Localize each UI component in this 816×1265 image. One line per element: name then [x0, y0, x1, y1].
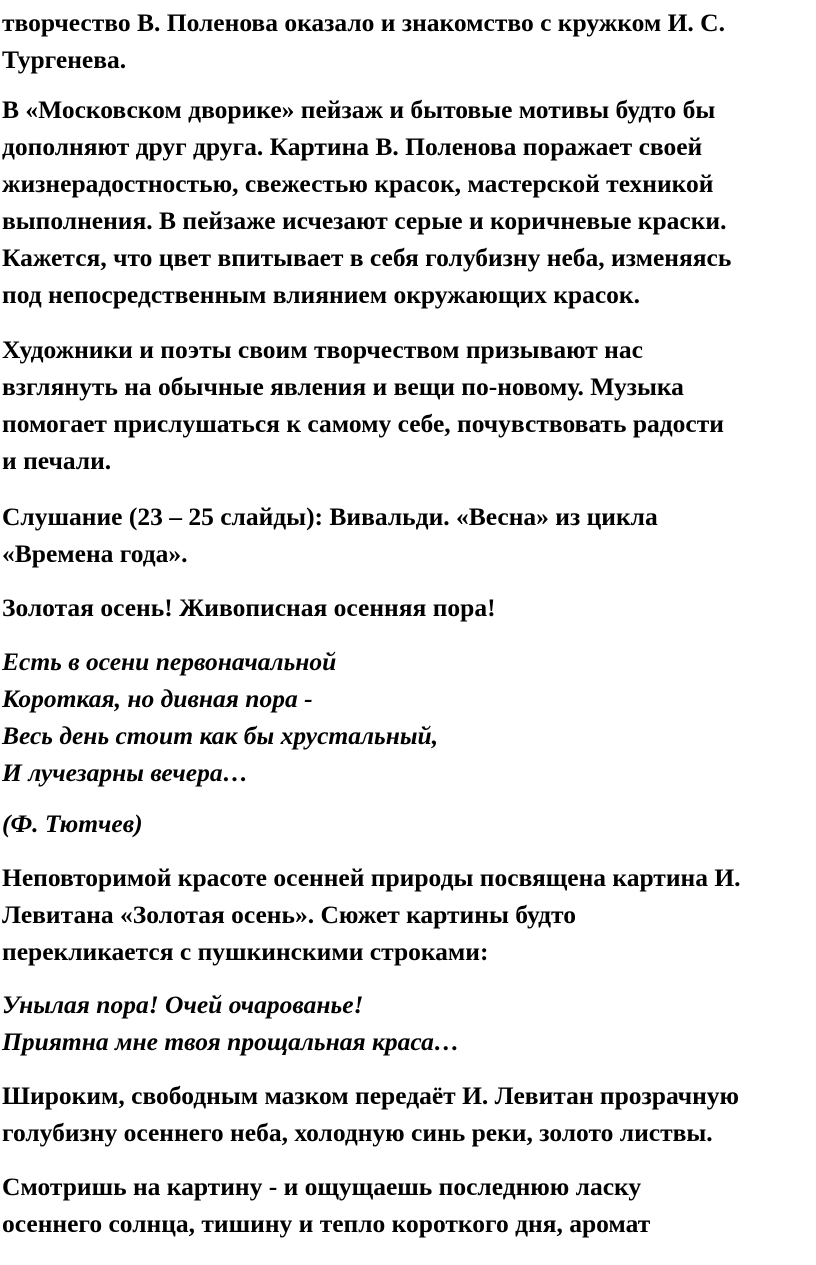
poem-line: Есть в осени первоначальной [2, 647, 337, 676]
paragraph-artists-poets [2, 331, 724, 479]
text-line: творчество В. Поленова оказало и знакомство с кружком И. С. [2, 8, 725, 37]
text-line: перекликается с пушкинскими строками: [2, 937, 489, 966]
paragraph-moscow-courtyard [2, 91, 731, 313]
paragraph-levitan-golden-autumn [2, 859, 741, 970]
paragraph-golden-autumn [2, 589, 496, 626]
poem-line: Унылая пора! Очей очарованье! [2, 990, 364, 1019]
text-line: Смотришь на картину - и ощущаешь последнюю ласку [2, 1172, 642, 1201]
text-line: Золотая осень! Живописная осенняя пора! [2, 593, 496, 622]
text-line: дополняют друг друга. Картина В. Поленова поражает своей [2, 132, 703, 161]
paragraph-levitan-brushwork [2, 1077, 739, 1151]
text-line: Кажется, что цвет впитывает в себя голубизну неба, изменяясь [2, 243, 732, 272]
text-line: В «Московском дворике» пейзаж и бытовые мотивы будто бы [2, 95, 716, 124]
text-line: под непосредственным влиянием окружающих красок. [2, 280, 640, 309]
text-line: «Времена года». [2, 539, 188, 568]
poem-line: Короткая, но дивная пора - [2, 684, 313, 713]
text-line: голубизну осеннего неба, холодную синь реки, золото листвы. [2, 1118, 713, 1147]
text-line: осеннего солнца, тишину и тепло короткого дня, аромат [2, 1209, 651, 1238]
text-line: Неповторимой красоте осенней природы посвящена картина И. [2, 863, 741, 892]
text-line: Левитана «Золотая осень». Сюжет картины будто [2, 900, 576, 929]
text-line: помогает прислушаться к самому себе, почувствовать радости [2, 409, 724, 438]
text-line: Слушание (23 – 25 слайды): Вивальди. «Весна» из цикла [2, 502, 658, 531]
text-line: взглянуть на обычные явления и вещи по-новому. Музыка [2, 372, 684, 401]
paragraph-polenov-turgenev [2, 4, 725, 78]
poem-line: И лучезарны вечера… [2, 758, 249, 787]
text-line: выполнения. В пейзаже исчезают серые и коричневые краски. [2, 206, 727, 235]
text-line: Художники и поэты своим творчеством призывают нас [2, 335, 643, 364]
poem-tyutchev [2, 643, 438, 791]
poem-pushkin [2, 986, 459, 1060]
text-line: Широким, свободным мазком передаёт И. Левитан прозрачную [2, 1081, 740, 1110]
attribution-line: (Ф. Тютчев) [2, 809, 143, 838]
text-line: жизнерадостностью, свежестью красок, мастерской техникой [2, 169, 714, 198]
text-line: и печали. [2, 446, 112, 475]
poem-line: Весь день стоит как бы хрустальный, [2, 721, 439, 750]
poem-line: Приятна мне твоя прощальная краса… [2, 1027, 460, 1056]
poem-attribution [2, 805, 143, 842]
paragraph-listening-vivaldi [2, 498, 658, 572]
paragraph-looking-at-painting [2, 1168, 650, 1242]
text-line: Тургенева. [2, 45, 127, 74]
